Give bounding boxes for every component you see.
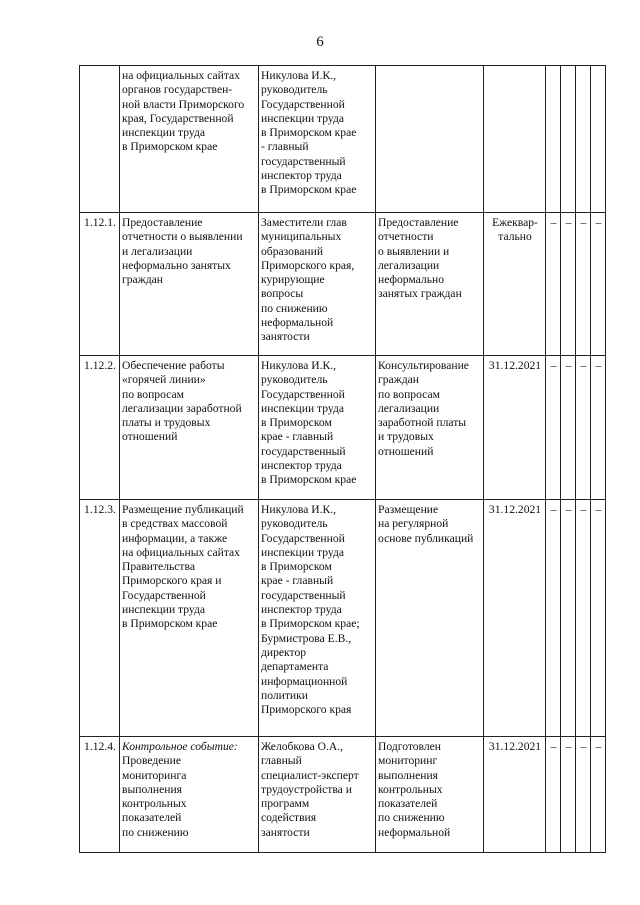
- value-cell: –: [561, 213, 576, 356]
- value-cell: –: [591, 213, 606, 356]
- term-cell: 31.12.2021: [484, 500, 546, 737]
- table-row: [80, 213, 606, 356]
- activity-cell: Размещение публикаций в средствах массовой информации, а также на официальных сайтах Правительства Приморского края и Государственной инспекции труда в Приморском крае: [120, 500, 259, 737]
- responsible-cell: Никулова И.К., руководитель Государственной инспекции труда в Приморском крае - главный государственный инспектор труда в Приморском крае; Бурмистрова Е.В., директор департамента информационной политики Приморского края: [259, 500, 376, 737]
- row-number: 1.12.2.: [80, 356, 120, 500]
- result-cell: Размещение на регулярной основе публикаций: [376, 500, 484, 737]
- plan-table: [79, 65, 606, 853]
- value-cell: –: [576, 213, 591, 356]
- row-number: [80, 66, 120, 213]
- activity-cell: Предоставление отчетности о выявлении и легализации неформально занятых граждан: [120, 213, 259, 356]
- row-number: 1.12.4.: [80, 737, 120, 853]
- row-number: 1.12.3.: [80, 500, 120, 737]
- value-cell: –: [561, 500, 576, 737]
- result-cell: Консультирование граждан по вопросам легализации заработной платы и трудовых отношений: [376, 356, 484, 500]
- activity-cell: [120, 737, 259, 853]
- value-cell: –: [591, 737, 606, 853]
- table-row: [80, 66, 606, 213]
- value-cell: [576, 66, 591, 213]
- value-cell: [591, 66, 606, 213]
- result-cell: [376, 66, 484, 213]
- result-cell: Предоставление отчетности о выявлении и легализации неформально занятых граждан: [376, 213, 484, 356]
- row-number: 1.12.1.: [80, 213, 120, 356]
- activity-cell: на официальных сайтах органов государствен- ной власти Приморского края, Государственной инспекции труда в Приморском крае: [120, 66, 259, 213]
- table-row: [80, 737, 606, 853]
- table-row: [80, 500, 606, 737]
- term-cell: 31.12.2021: [484, 356, 546, 500]
- page-number: 6: [316, 34, 324, 50]
- value-cell: –: [561, 737, 576, 853]
- value-cell: –: [546, 213, 561, 356]
- responsible-cell: Желобкова О.А., главный специалист-эксперт трудоустройства и программ содействия занятости: [259, 737, 376, 853]
- value-cell: –: [591, 356, 606, 500]
- value-cell: –: [546, 356, 561, 500]
- activity-text: Проведение мониторинга выполнения контрольных показателей по снижению: [122, 754, 189, 839]
- value-cell: –: [561, 356, 576, 500]
- term-cell: Ежеквар- тально: [484, 213, 546, 356]
- value-cell: –: [546, 737, 561, 853]
- responsible-cell: Заместители глав муниципальных образований Приморского края, курирующие вопросы по снижению неформальной занятости: [259, 213, 376, 356]
- value-cell: [546, 66, 561, 213]
- value-cell: –: [546, 500, 561, 737]
- value-cell: –: [591, 500, 606, 737]
- responsible-cell: Никулова И.К., руководитель Государственной инспекции труда в Приморском крае - главный государственный инспектор труда в Приморском крае: [259, 66, 376, 213]
- term-cell: 31.12.2021: [484, 737, 546, 853]
- value-cell: –: [576, 737, 591, 853]
- control-event-label: Контрольное событие:: [122, 740, 238, 753]
- value-cell: [561, 66, 576, 213]
- activity-cell: Обеспечение работы «горячей линии» по вопросам легализации заработной платы и трудовых отношений: [120, 356, 259, 500]
- responsible-cell: Никулова И.К., руководитель Государственной инспекции труда в Приморском крае - главный государственный инспектор труда в Приморском крае: [259, 356, 376, 500]
- table-row: [80, 356, 606, 500]
- result-cell: Подготовлен мониторинг выполнения контрольных показателей по снижению неформальной: [376, 737, 484, 853]
- value-cell: –: [576, 356, 591, 500]
- value-cell: –: [576, 500, 591, 737]
- term-cell: [484, 66, 546, 213]
